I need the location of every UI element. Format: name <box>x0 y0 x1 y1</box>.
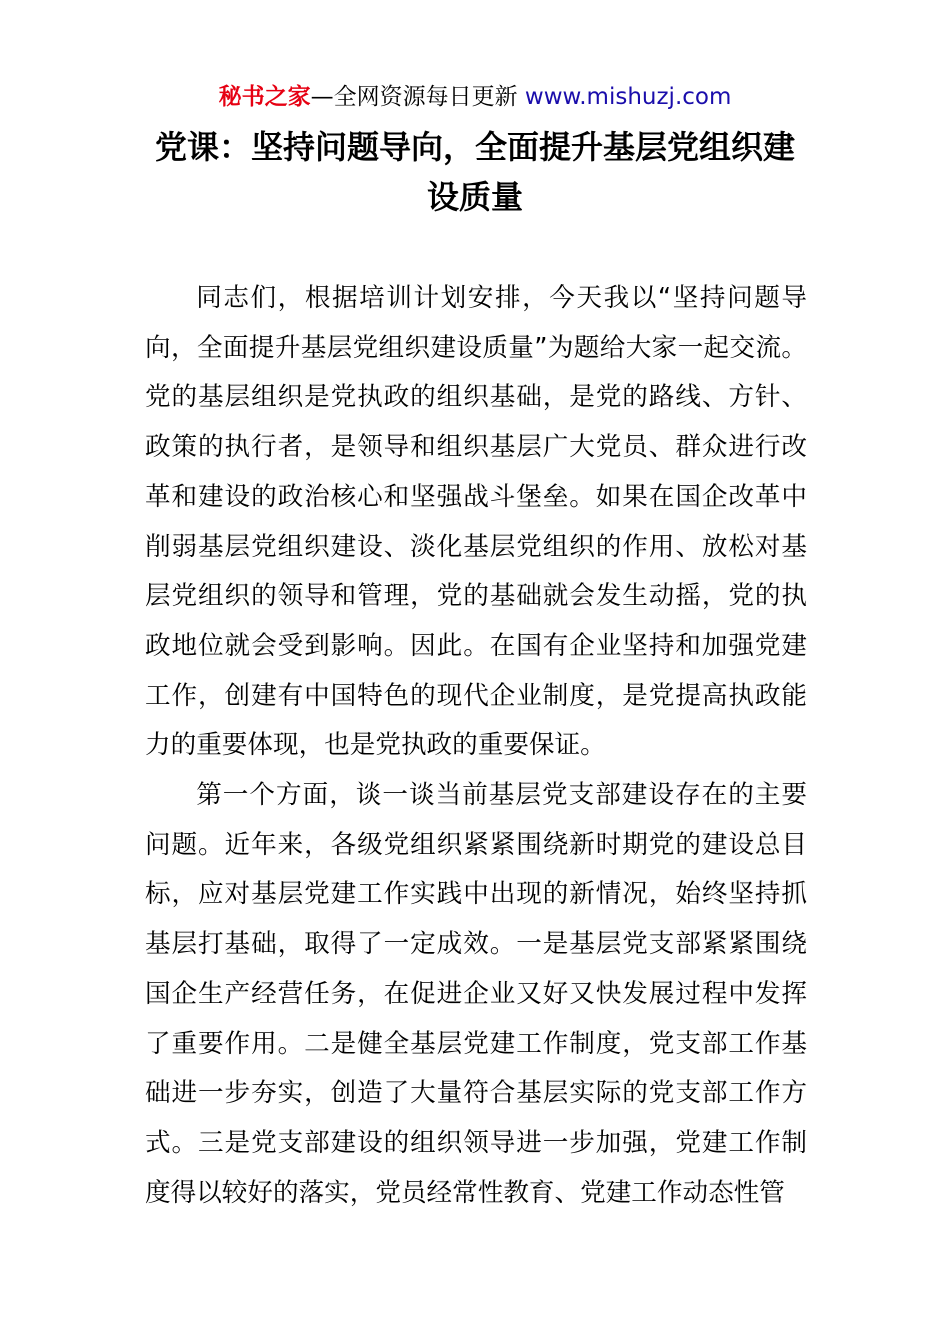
site-tagline: —全网资源每日更新 <box>310 84 525 110</box>
site-header <box>0 80 950 114</box>
document-title: 党课：坚持问题导向，全面提升基层党组织建设质量 <box>154 128 795 216</box>
body-paragraph: 第一个方面，谈一谈当前基层党支部建设存在的主要问题。近年来，各级党组织紧紧围绕新时期党的建设总目标，应对基层党建工作实践中出现的新情况，始终坚持抓基层打基础，取得了一定成效。一是基层党支部紧紧围绕国企生产经营任务，在促进企业又好又快发展过程中发挥了重要作用。二是健全基层党建工作制度，党支部工作基础进一步夯实，创造了大量符合基层实际的党支部工作方式。三是党支部建设的组织领导进一步加强，党建工作制度得以较好的落实，党员经常性教育、党建工作动态性管 <box>145 780 807 1208</box>
body-paragraph: 同志们，根据培训计划安排，今天我以“坚持问题导向，全面提升基层党组织建设质量”为题给大家一起交流。党的基层组织是党执政的组织基础，是党的路线、方针、政策的执行者，是领导和组织基层广大党员、群众进行改革和建设的政治核心和坚强战斗堡垒。如果在国企改革中削弱基层党组织建设、淡化基层党组织的作用、放松对基层党组织的领导和管理，党的基础就会发生动摇，党的执政地位就会受到影响。因此。在国有企业坚持和加强党建工作，创建有中国特色的现代企业制度，是党提高执政能力的重要体现，也是党执政的重要保证。 <box>145 283 807 761</box>
site-url-link[interactable]: www.mishuzj.com <box>524 84 732 110</box>
document-body <box>145 274 807 1218</box>
site-brand: 秘书之家 <box>218 84 311 110</box>
